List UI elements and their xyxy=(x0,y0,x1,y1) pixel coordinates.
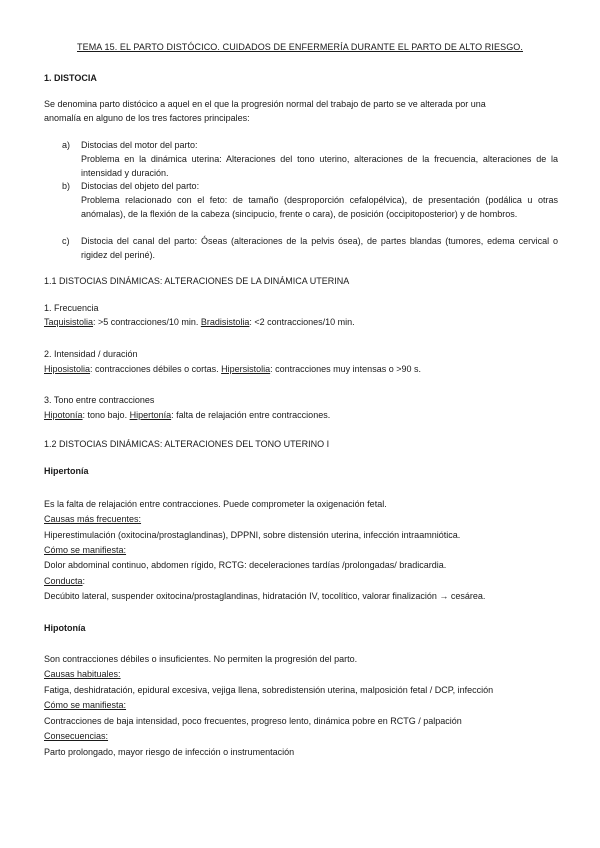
hipertonia-conducta-label-line xyxy=(44,574,558,588)
list-item xyxy=(62,179,558,221)
list-item-text: Distocias del motor del parto: Problema en la dinámica uterina: Alteraciones del tono uterino, alteraciones de la frecuencia, alteraciones de la intensidad y duración. xyxy=(81,140,558,178)
hipertonia-manif-label: Cómo se manifiesta: xyxy=(44,545,127,555)
hipotonia-manif-label: Cómo se manifiesta: xyxy=(44,700,127,710)
section-heading-distocia: 1. DISTOCIA xyxy=(44,73,97,83)
hipotonia-manif: Contracciones de baja intensidad, poco frecuentes, progreso lento, dinámica pobre en RCTG / palpación xyxy=(44,716,462,726)
hipertonia-title: Hipertonía xyxy=(44,466,89,476)
list-item-text: Distocia del canal del parto: Óseas (alteraciones de la pelvis ósea), de partes blandas (tumores, edema cervical o rigidez del periné). xyxy=(81,236,558,260)
intensidad-title: 2. Intensidad / duración xyxy=(44,349,138,359)
section-heading-1-1: 1.1 DISTOCIAS DINÁMICAS: ALTERACIONES DE LA DINÁMICA UTERINA xyxy=(44,276,350,286)
section-heading-1-2: 1.2 DISTOCIAS DINÁMICAS: ALTERACIONES DEL TONO UTERINO I xyxy=(44,439,330,449)
hipotonia-title: Hipotonía xyxy=(44,623,86,633)
def-hiposistolia: : contracciones débiles o cortas. xyxy=(90,364,222,374)
def-taquisistolia: : >5 contracciones/10 min. xyxy=(93,317,201,327)
list-item xyxy=(62,234,558,262)
term-bradisistolia: Bradisistolia xyxy=(200,317,250,327)
hipotonia-conse-label: Consecuencias: xyxy=(44,731,109,741)
hipotonia-conse: Parto prolongado, mayor riesgo de infección o instrumentación xyxy=(44,747,295,757)
page-title: TEMA 15. EL PARTO DISTÓCICO. CUIDADOS DE ENFERMERÍA DURANTE EL PARTO DE ALTO RIESGO. xyxy=(77,42,523,52)
frecuencia-title: 1. Frecuencia xyxy=(44,303,99,313)
hipertonia-causas: Hiperestimulación (oxitocina/prostaglandinas), DPPNI, sobre distensión uterina, infección intraamniótica. xyxy=(44,530,461,540)
hipertonia-causas-label: Causas más frecuentes: xyxy=(44,514,142,524)
list-item-text: Distocias del objeto del parto: Problema relacionado con el feto: de tamaño (desproporción cefalopélvica), de presentación (podálica u otras anómalas), de la flexión de la cabeza (sincipucio, frente o cara), de posición (occipitoposterior) y de hombros. xyxy=(81,181,558,219)
term-hipersistolia: Hipersistolia xyxy=(221,364,271,374)
hipertonia-conducta: Decúbito lateral, suspender oxitocina/prostaglandinas, hidratación IV, tocolítico, valorar finalización → cesárea. xyxy=(44,591,486,601)
list-item xyxy=(62,138,558,180)
hipotonia-desc: Son contracciones débiles o insuficientes. No permiten la progresión del parto. xyxy=(44,654,358,664)
def-hipersistolia: : contracciones muy intensas o >90 s. xyxy=(270,364,421,374)
hipertonia-manif: Dolor abdominal continuo, abdomen rígido, RCTG: deceleraciones tardías /prolongadas/ bradicardia. xyxy=(44,560,447,570)
hipotonia-causas: Fatiga, deshidratación, epidural excesiva, vejiga llena, sobredistensión uterina, malposición fetal / DCP, infección xyxy=(44,685,494,695)
intensidad-line xyxy=(44,362,558,376)
hipertonia-conducta-label: Conducta xyxy=(44,576,83,586)
def-hipertonia: : falta de relajación entre contracciones. xyxy=(171,410,331,420)
list-marker: c) xyxy=(62,236,70,246)
list-marker: a) xyxy=(62,140,71,150)
tono-line xyxy=(44,408,558,422)
term-hiposistolia: Hiposistolia xyxy=(44,364,91,374)
frecuencia-line xyxy=(44,315,558,329)
list-marker: b) xyxy=(62,181,71,191)
term-hipotonia: Hipotonía xyxy=(44,410,83,420)
term-taquisistolia: Taquisistolia xyxy=(44,317,94,327)
def-hipotonia: : tono bajo. xyxy=(82,410,130,420)
def-bradisistolia: : <2 contracciones/10 min. xyxy=(249,317,355,327)
label-colon: : xyxy=(82,576,86,586)
hipotonia-causas-label: Causas habituales: xyxy=(44,669,121,679)
intro-paragraph: Se denomina parto distócico a aquel en el que la progresión normal del trabajo de parto se ve alterada por una anomalía en alguno de los tres factores principales: xyxy=(44,99,486,123)
tono-title: 3. Tono entre contracciones xyxy=(44,395,155,405)
hipertonia-desc: Es la falta de relajación entre contracciones. Puede comprometer la oxigenación fetal. xyxy=(44,499,387,509)
term-hipertonia: Hipertonía xyxy=(129,410,172,420)
